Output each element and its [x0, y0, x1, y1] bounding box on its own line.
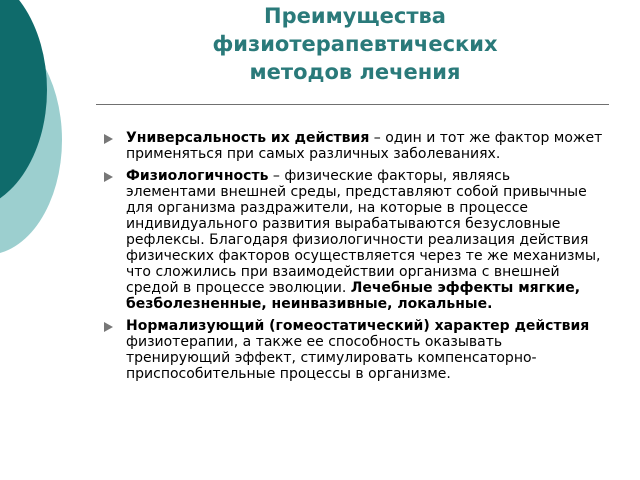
- item-text: – физические факторы, являясь элементами внешней среды, представляют собой привычные для организма раздражители, на которые в процессе индивидуального развития вырабатываются безусловные рефлексы. Благодаря физиологичности реализация действия физических факторов осуществляется через те же механизмы, что сложились при взаимодействии организма с внешней средой в процессе эволюции.: [126, 168, 601, 296]
- list-item-physiological: [104, 168, 604, 312]
- advantages-list: [104, 130, 604, 388]
- item-text: физиотерапии, а также ее способность оказывать тренирующий эффект, стимулировать компенсаторно-приспособительные процессы в организме.: [126, 334, 537, 382]
- slide-title: [150, 2, 560, 86]
- title-line-3: методов лечения: [249, 60, 461, 84]
- list-item-universality: [104, 130, 604, 162]
- triangle-bullet-icon: [104, 322, 113, 332]
- title-divider: [96, 104, 609, 105]
- list-item-normalizing: [104, 318, 604, 382]
- item-term: Нормализующий (гомеостатический) характер действия: [126, 318, 590, 334]
- item-term: Физиологичность: [126, 168, 269, 184]
- title-line-1: Преимущества: [264, 4, 446, 28]
- triangle-bullet-icon: [104, 134, 113, 144]
- item-text: – один и тот же фактор может применяться при самых различных заболеваниях.: [126, 130, 603, 162]
- item-emphasis: Лечебные эффекты мягкие, безболезненные, неинвазивные, локальные.: [126, 280, 581, 312]
- triangle-bullet-icon: [104, 172, 113, 182]
- title-line-2: физиотерапевтических: [212, 32, 498, 56]
- item-term: Универсальность их действия: [126, 130, 370, 146]
